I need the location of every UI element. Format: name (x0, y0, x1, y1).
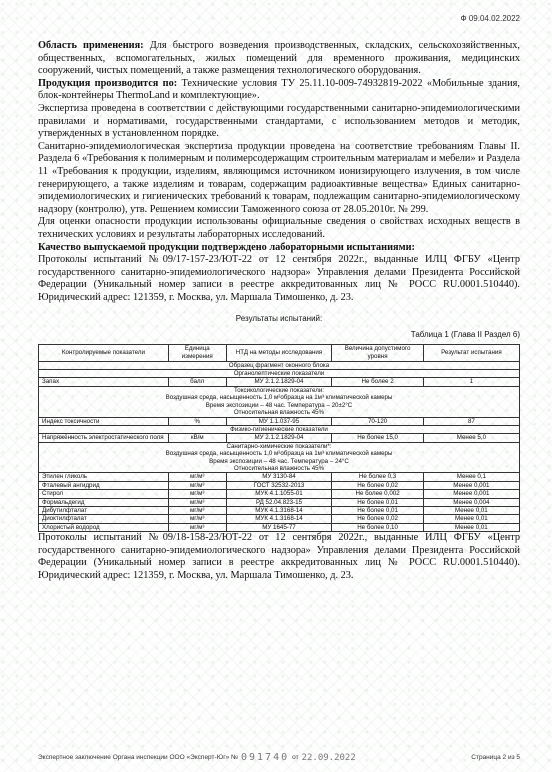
header-indicator: Контролируемые показатели (39, 344, 169, 361)
cell-result: 1 (423, 378, 519, 386)
cell-unit: кВ/м (168, 434, 226, 442)
cell-indicator: Напряжённость электростатического поля (39, 434, 169, 442)
table-row (39, 378, 520, 386)
cell-indicator: Этилен гликоль (39, 473, 169, 481)
cell-indicator: Фталевый ангидрид (39, 481, 169, 489)
cell-unit: мг/м³ (168, 523, 226, 531)
table-row (39, 515, 520, 523)
toxicology-humidity: Относительная влажность 45% (233, 409, 325, 417)
table-row (39, 506, 520, 514)
table-title: Таблица 1 (Глава II Раздел 6) (410, 330, 520, 340)
table-row (39, 417, 520, 425)
expertise-paragraph: Экспертиза проведена в соответствии с действующими государственными санитарно-эпидемиологическими правилами и нормативами, государственными стандартами, с использованием методов и методик, утвержденных в установленном порядке. (38, 102, 520, 140)
quality-heading: Качество выпускаемой продукции подтверждено лабораторными испытаниями: (38, 241, 415, 253)
cell-unit: мг/м³ (168, 490, 226, 498)
header-method: НТД на методы исследования (226, 344, 332, 361)
cell-result: Менее 0,004 (423, 498, 519, 506)
chemical-humidity: Относительная влажность 45% (233, 464, 325, 472)
scope-text: Для быстрого возведения производственных, складских, сельскохозяйственных, общественных, вспомогательных, жилых помещений для временного проживания, медицинских сооружений, чистых помещений, а также размещения технологического оборудования. (38, 40, 520, 77)
header-result: Результат испытания (423, 344, 519, 361)
footer-number: 091740 (241, 752, 290, 763)
toxicology-exposure: Время экспозиции – 48 час. Температура – 20±2°С (205, 401, 353, 409)
cell-method: ГОСТ 32532-2013 (226, 481, 332, 489)
cell-unit: мг/м³ (168, 506, 226, 514)
cell-indicator: Дибутилфталат (39, 506, 169, 514)
form-number: Ф 09.04.02.2022 (460, 14, 520, 23)
cell-method: МУК 4.1.3168-14 (226, 515, 332, 523)
scope-label: Область применения: (38, 40, 144, 51)
protocol-1: Протоколы испытаний №09/17-157-23/ЮТ-22 от 12 сентября 2022г., выданные ИЛЦ ФГБУ «Центр государственного санитарно-эпидемиологического надзора» Управления делами Президента Российской Федерации (Уникальный номер записи в реестре аккредитованных лиц № РОСС RU.0001.510440). Юридический адрес: 121359, г. Москва, ул. Маршала Тимошенко, д. 23. (38, 254, 520, 303)
table-row (39, 473, 520, 481)
cell-indicator: Хлористый водород (39, 523, 169, 531)
cell-unit: мг/м³ (168, 481, 226, 489)
chemical-conditions (39, 442, 520, 473)
table-row (39, 498, 520, 506)
cell-unit: мг/м³ (168, 515, 226, 523)
footer-date: 22.09.2022 (301, 752, 356, 763)
toxicology-saturation: Воздушная среда, насыщенность 1,0 м²образца на 1м³ климатической камеры (165, 394, 393, 402)
cell-result: Менее 0,1 (423, 473, 519, 481)
cell-result: Менее 5,0 (423, 434, 519, 442)
products-label: Продукция производится по: (38, 77, 178, 89)
cell-indicator: Индекс токсичности (39, 417, 169, 425)
cell-method: МУ 1645-77 (226, 523, 332, 531)
footer-text: Экспертное заключение Органа инспекции ООО «Эксперт-Юг» № (38, 754, 238, 761)
cell-unit: % (168, 417, 226, 425)
table-row (39, 425, 520, 433)
cell-indicator: Диоктилфталат (39, 515, 169, 523)
chemical-title: Санитарно-химические показатели*: (226, 442, 332, 450)
table-row (39, 361, 520, 369)
document-body (38, 40, 520, 583)
footer-from: от (292, 754, 299, 761)
cell-method: МУ 1.1.037-95 (226, 417, 332, 425)
toxicology-title: Токсикологические показатели: (234, 386, 324, 394)
cell-limit: Не более 0,02 (332, 481, 423, 489)
table-row (39, 434, 520, 442)
section-physical: Физико-гигиенические показатели (39, 425, 520, 433)
results-caption: Результаты испытаний: (235, 314, 323, 324)
cell-limit: Не более 0,01 (332, 506, 423, 514)
cell-limit: Не более 2 (332, 378, 423, 386)
chemical-saturation: Воздушная среда, насыщенность 1,0 м²образца на 1м³ климатической камеры (165, 450, 393, 458)
table-row (39, 523, 520, 531)
cell-indicator: Стирол (39, 490, 169, 498)
page-number: Страница 2 из 5 (471, 754, 520, 761)
table-row (39, 490, 520, 498)
protocol-2: Протоколы испытаний №09/18-158-23/ЮТ-22 от 12 сентября 2022г., выданные ИЛЦ ФГБУ «Центр государственного санитарно-эпидемиологического надзора» Управления делами Президента Российской Федерации (Уникальный номер записи в реестре аккредитованных лиц № РОСС RU.0001.510440). Юридический адрес: 121359, г. Москва, ул. Маршала Тимошенко, д. 23. (38, 532, 520, 581)
cell-limit: Не более 0,3 (332, 473, 423, 481)
cell-method: МУК 4.1.1055-01 (226, 490, 332, 498)
cell-unit: балл (168, 378, 226, 386)
cell-limit: Не более 0,10 (332, 523, 423, 531)
cell-unit: мг/м³ (168, 498, 226, 506)
cell-result: Менее 0,001 (423, 481, 519, 489)
products-paragraph (38, 78, 520, 103)
page-footer (38, 752, 520, 763)
products-text: Технические условия ТУ 25.11.10-009-74932819-2022 «Мобильные здания, блок-контейнеры ThermoLand и комплектующие». (38, 77, 520, 102)
cell-method: МУК 4.1.3168-14 (226, 506, 332, 514)
cell-unit: мг/м³ (168, 473, 226, 481)
results-table (38, 344, 520, 533)
table-row (39, 442, 520, 473)
cell-method: МУ 3130-84 (226, 473, 332, 481)
cell-indicator: Запах (39, 378, 169, 386)
cell-limit: 70-120 (332, 417, 423, 425)
cell-method: РД 52.04.823-15 (226, 498, 332, 506)
cell-limit: Не более 15,0 (332, 434, 423, 442)
header-limit: Величина допустимого уровня (332, 344, 423, 361)
cell-limit: Не более 0,002 (332, 490, 423, 498)
section-organoleptic: Органолептические показатели (39, 370, 520, 378)
cell-result: Менее 0,01 (423, 523, 519, 531)
cell-limit: Не более 0,01 (332, 498, 423, 506)
cell-result: 87 (423, 417, 519, 425)
toxicology-conditions (39, 386, 520, 417)
requirements-paragraph: Санитарно-эпидемиологическая экспертиза продукции проведена на соответствие требованиям Главы II. Раздела 6 «Требования к полимерным и полимерсодержащим строительным материалам и мебели» и Раздела 11 «Требования к продукции, изделиям, являющимся источником ионизирующего излучения, в том числе генерирующего, а также изделиям и товарам, содержащим радиоактивные вещества» Единых санитарно-эпидемиологических и гигиенических требований к товарам, подлежащим санитарно-эпидемиологическому надзору (контролю), утв. Решением комиссии Таможенного союза от 28.05.2010г. № 299. (38, 140, 520, 215)
chemical-exposure: Время экспозиции – 48 час. Температура – 24°С (209, 457, 349, 465)
sample-name: Образец фрагмент оконного блока (39, 361, 520, 369)
table-row (39, 370, 520, 378)
cell-method: МУ 2.1.2.1829-04 (226, 434, 332, 442)
cell-method: МУ 2.1.2.1829-04 (226, 378, 332, 386)
cell-limit: Не более 0,02 (332, 515, 423, 523)
table-header-row (39, 344, 520, 361)
cell-indicator: Формальдегид (39, 498, 169, 506)
cell-result: Менее 0,001 (423, 490, 519, 498)
cell-result: Менее 0,01 (423, 515, 519, 523)
table-row (39, 481, 520, 489)
assessment-paragraph: Для оценки опасности продукции использованы официальные сведения о свойствах исходных веществ в технических условиях и результаты лабораторных исследований. (38, 216, 520, 240)
scope-paragraph (38, 40, 520, 78)
cell-result: Менее 0,01 (423, 506, 519, 514)
header-unit: Единица измерения (168, 344, 226, 361)
table-row (39, 386, 520, 417)
